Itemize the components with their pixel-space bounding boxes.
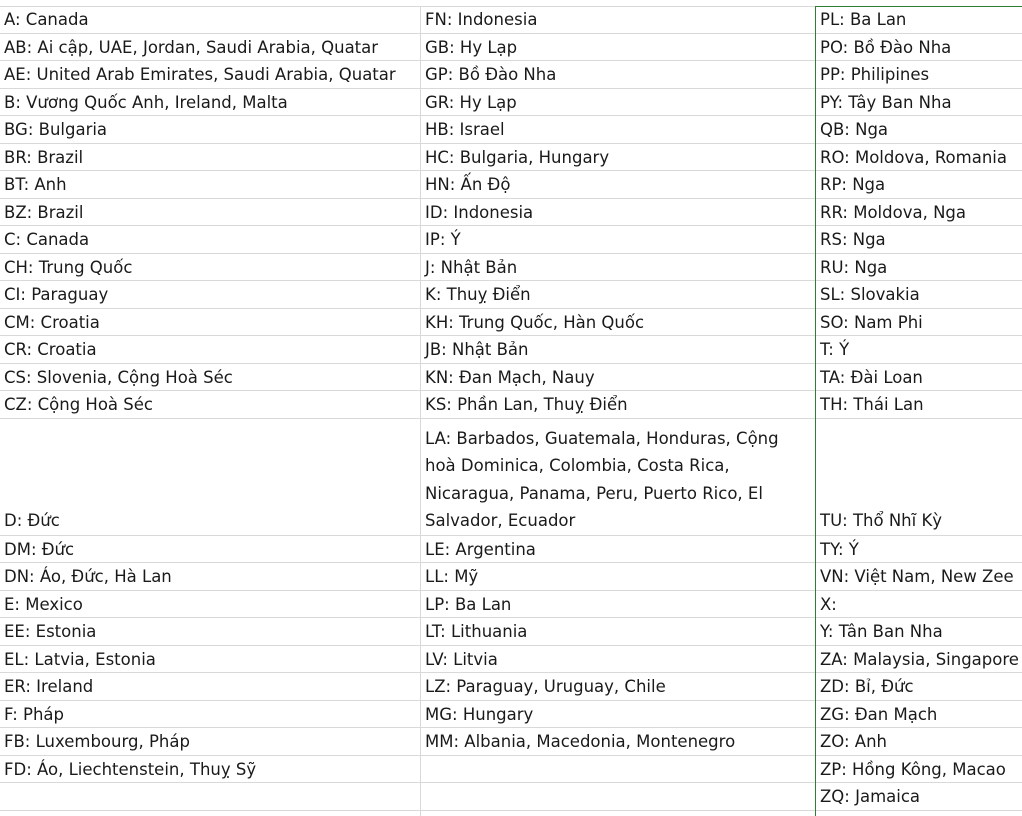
cell-text: JB: Nhật Bản [425, 340, 529, 359]
cell-text: CM: Croatia [4, 312, 100, 332]
cell[interactable] [0, 199, 420, 227]
cell-text: D: Đức [4, 511, 60, 530]
cell[interactable] [0, 618, 420, 646]
cell-text: FB: Luxembourg, Pháp [4, 732, 190, 751]
cell-text: GB: Hy Lạp [425, 37, 518, 57]
cell[interactable] [816, 144, 1022, 172]
cell[interactable] [421, 144, 815, 172]
cell[interactable] [0, 116, 420, 144]
cell-text: B: Vương Quốc Anh, Ireland, Malta [4, 92, 288, 112]
cell-text: SO: Nam Phi [820, 312, 923, 332]
cell-text: TH: Thái Lan [820, 395, 924, 414]
column-divider [420, 6, 421, 816]
cell[interactable] [0, 171, 420, 199]
cell[interactable] [421, 254, 815, 282]
cell[interactable] [816, 673, 1022, 701]
cell-text: BT: Anh [4, 175, 67, 194]
cell[interactable] [816, 254, 1022, 282]
cell[interactable] [816, 728, 1022, 756]
cell-text: KH: Trung Quốc, Hàn Quốc [425, 312, 645, 332]
cell[interactable] [0, 364, 420, 392]
cell[interactable] [0, 309, 420, 337]
cell-text: KN: Đan Mạch, Nauy [425, 367, 595, 387]
cell[interactable] [816, 199, 1022, 227]
cell-text: CZ: Cộng Hoà Séc [4, 395, 153, 414]
cell-text: F: Pháp [4, 704, 65, 724]
cell-text: TU: Thổ Nhĩ Kỳ [820, 511, 943, 530]
cell[interactable] [0, 673, 420, 701]
cell-text: RU: Nga [820, 257, 888, 277]
cell[interactable] [0, 591, 420, 619]
cell-text: QB: Nga [820, 120, 889, 139]
cell-text: ZQ: Jamaica [820, 787, 921, 806]
cell-text: ZA: Malaysia, Singapore [820, 649, 1019, 669]
cell[interactable] [0, 756, 420, 784]
cell-text: Y: Tân Ban Nha [820, 622, 943, 641]
cell[interactable] [421, 783, 815, 811]
cell-text: LL: Mỹ [425, 567, 479, 586]
cell[interactable] [0, 419, 420, 536]
cell-text: PO: Bồ Đào Nha [820, 37, 952, 57]
cell-text: A: Canada [4, 10, 89, 29]
cell[interactable] [421, 336, 815, 364]
cell[interactable] [816, 309, 1022, 337]
cell-text: VN: Việt Nam, New Zee [820, 567, 1014, 586]
cell-text: EL: Latvia, Estonia [4, 649, 156, 669]
cell-text: LA: Barbados, Guatemala, Honduras, Cộng hoà Dominica, Colombia, Costa Rica, Nicaragua, Panama, Peru, Puerto Rico, El Salvador, Ecuador [425, 428, 779, 530]
cell[interactable] [816, 756, 1022, 784]
cell[interactable] [816, 281, 1022, 309]
cell-text: K: Thuỵ Điển [425, 285, 531, 304]
cell[interactable] [816, 783, 1022, 811]
cell[interactable] [0, 336, 420, 364]
column-a [0, 6, 420, 811]
cell[interactable] [816, 89, 1022, 117]
cell-text: LE: Argentina [425, 539, 536, 559]
cell-text: ZD: Bỉ, Đức [820, 677, 914, 696]
cell[interactable] [0, 226, 420, 254]
cell[interactable] [0, 89, 420, 117]
cell-text: BG: Bulgaria [4, 120, 108, 139]
cell-text: RO: Moldova, Romania [820, 147, 1007, 167]
cell[interactable] [0, 34, 420, 62]
cell[interactable] [421, 34, 815, 62]
cell-text: ID: Indonesia [425, 202, 534, 222]
cell[interactable] [421, 199, 815, 227]
cell[interactable] [421, 61, 815, 89]
cell-text: X: [820, 594, 837, 614]
cell[interactable] [421, 391, 815, 419]
cell[interactable] [816, 536, 1022, 564]
selection-divider [815, 6, 816, 816]
cell-text: BR: Brazil [4, 147, 84, 167]
cell[interactable] [816, 116, 1022, 144]
cell[interactable] [0, 646, 420, 674]
cell-text: T: Ý [820, 340, 850, 359]
column-b [421, 6, 815, 811]
spreadsheet-grid [0, 6, 1022, 816]
cell[interactable] [421, 6, 815, 34]
cell[interactable] [816, 646, 1022, 674]
cell-text: GP: Bồ Đào Nha [425, 65, 557, 84]
cell-text: ZG: Đan Mạch [820, 704, 938, 724]
cell-text: BZ: Brazil [4, 202, 84, 222]
column-c [816, 6, 1022, 811]
cell[interactable] [421, 646, 815, 674]
cell-text: LV: Litvia [425, 649, 498, 669]
cell[interactable] [816, 419, 1022, 536]
cell-text: RS: Nga [820, 230, 886, 249]
cell[interactable] [421, 226, 815, 254]
cell[interactable] [0, 254, 420, 282]
cell-text: DM: Đức [4, 539, 75, 559]
cell[interactable] [816, 6, 1022, 34]
cell[interactable] [421, 591, 815, 619]
cell-text: ZO: Anh [820, 732, 888, 751]
cell-text: AE: United Arab Emirates, Saudi Arabia, Quatar [4, 65, 396, 84]
cell-text: LT: Lithuania [425, 622, 528, 641]
cell-text: J: Nhật Bản [425, 257, 518, 277]
cell-text: PP: Philipines [820, 65, 930, 84]
cell[interactable] [421, 89, 815, 117]
cell[interactable] [0, 391, 420, 419]
cell[interactable] [421, 364, 815, 392]
cell-text: RP: Nga [820, 175, 886, 194]
cell-text: LZ: Paraguay, Uruguay, Chile [425, 677, 666, 696]
cell[interactable] [816, 171, 1022, 199]
cell[interactable] [0, 144, 420, 172]
cell[interactable] [816, 618, 1022, 646]
cell[interactable] [0, 536, 420, 564]
cell-text: TA: Đài Loan [820, 367, 923, 387]
cell[interactable] [421, 309, 815, 337]
cell[interactable] [421, 618, 815, 646]
cell-text: IP: Ý [425, 230, 461, 249]
cell-text: HB: Israel [425, 120, 505, 139]
cell[interactable] [421, 419, 815, 536]
cell[interactable] [816, 34, 1022, 62]
cell-text: CI: Paraguay [4, 285, 109, 304]
cell-text: CS: Slovenia, Cộng Hoà Séc [4, 367, 233, 387]
cell[interactable] [0, 701, 420, 729]
cell-text: CR: Croatia [4, 340, 97, 359]
cell[interactable] [0, 728, 420, 756]
cell-text: E: Mexico [4, 594, 83, 614]
cell[interactable] [421, 536, 815, 564]
cell-text: ER: Ireland [4, 677, 94, 696]
cell[interactable] [816, 364, 1022, 392]
cell[interactable] [0, 281, 420, 309]
cell[interactable] [816, 61, 1022, 89]
cell-text: KS: Phần Lan, Thuỵ Điển [425, 395, 628, 414]
cell[interactable] [421, 171, 815, 199]
cell-text: HC: Bulgaria, Hungary [425, 147, 610, 167]
cell-text: DN: Áo, Đức, Hà Lan [4, 567, 172, 586]
cell[interactable] [421, 116, 815, 144]
cell[interactable] [421, 673, 815, 701]
cell[interactable] [0, 783, 420, 811]
cell-text: RR: Moldova, Nga [820, 202, 967, 222]
cell-text: SL: Slovakia [820, 285, 920, 304]
cell-text: MM: Albania, Macedonia, Montenegro [425, 732, 736, 751]
cell-text: TY: Ý [820, 539, 859, 559]
cell[interactable] [421, 281, 815, 309]
cell-text: GR: Hy Lạp [425, 92, 517, 112]
cell-text: PY: Tây Ban Nha [820, 92, 952, 112]
cell-text: PL: Ba Lan [820, 10, 907, 29]
cell-text: CH: Trung Quốc [4, 257, 133, 277]
cell[interactable] [421, 563, 815, 591]
cell[interactable] [816, 701, 1022, 729]
cell-text: ZP: Hồng Kông, Macao [820, 759, 1006, 779]
cell-text: MG: Hungary [425, 704, 534, 724]
cell[interactable] [816, 591, 1022, 619]
cell[interactable] [816, 563, 1022, 591]
cell[interactable] [816, 336, 1022, 364]
cell[interactable] [421, 728, 815, 756]
cell-text: LP: Ba Lan [425, 594, 512, 614]
cell-text: AB: Ai cập, UAE, Jordan, Saudi Arabia, Quatar [4, 37, 379, 57]
cell-text: FD: Áo, Liechtenstein, Thuỵ Sỹ [4, 759, 257, 779]
cell-text: EE: Estonia [4, 622, 97, 641]
cell-text: FN: Indonesia [425, 10, 538, 29]
cell-text: HN: Ấn Độ [425, 175, 511, 194]
cell[interactable] [0, 6, 420, 34]
cell[interactable] [421, 701, 815, 729]
cell[interactable] [816, 226, 1022, 254]
cell[interactable] [0, 563, 420, 591]
cell-text: C: Canada [4, 230, 90, 249]
cell[interactable] [421, 756, 815, 784]
cell[interactable] [816, 391, 1022, 419]
cell[interactable] [0, 61, 420, 89]
